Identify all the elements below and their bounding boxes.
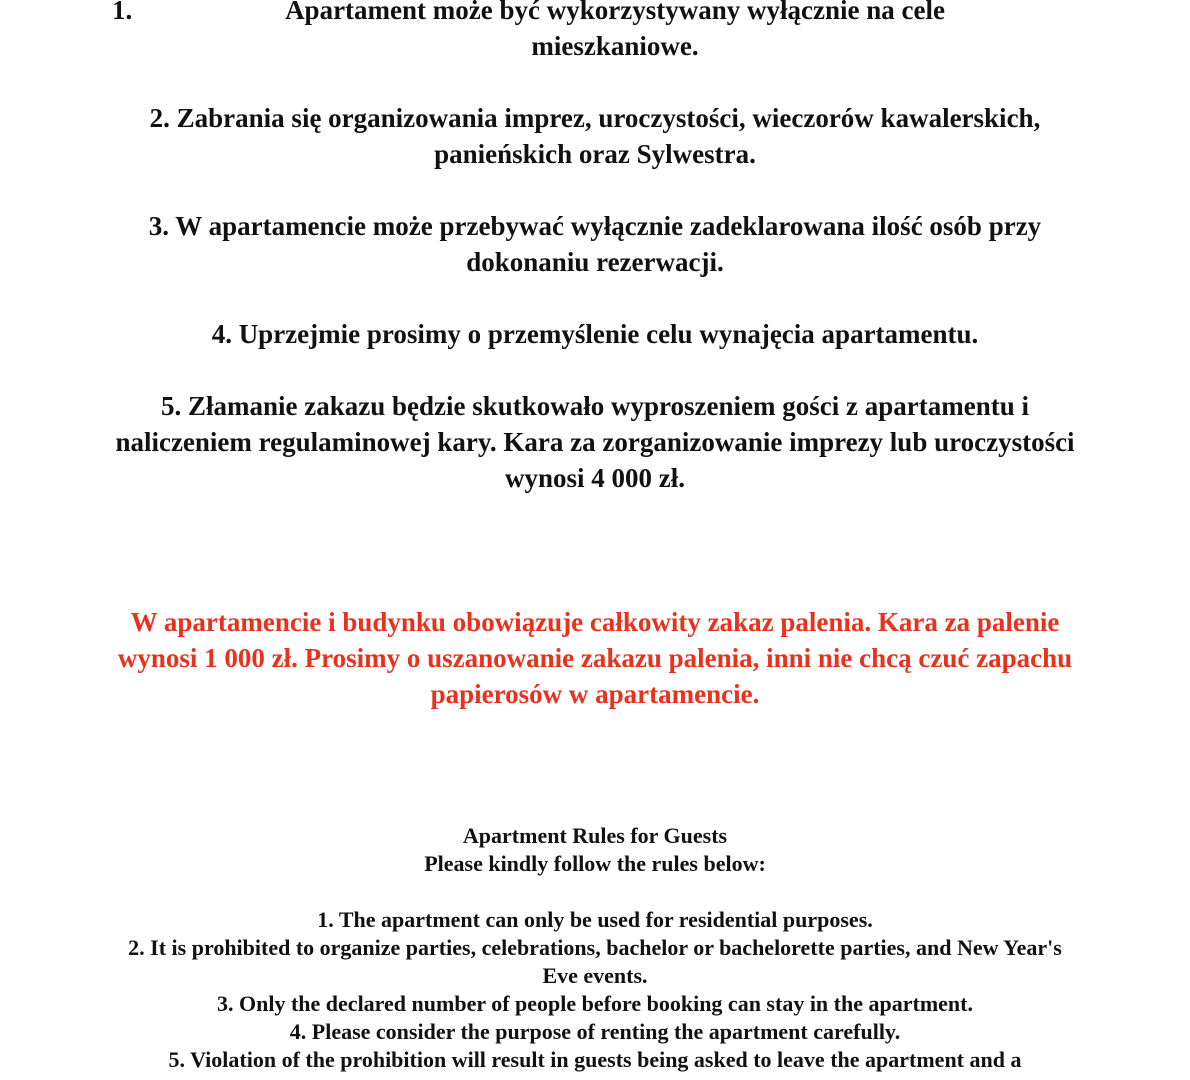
english-rule-2	[0, 934, 1190, 990]
smoking-notice-text: W apartamencie i budynku obowiązuje całkowity zakaz palenia. Kara za palenie wynosi 1 000 zł. Prosimy o uszanowanie zakazu palenia, inni nie chcą czuć zapachu papierosów w apartamencie.	[117, 607, 1073, 709]
english-rule-2-text: 2. It is prohibited to organize parties, celebrations, bachelor or bachelorette parties, and New Year's Eve events.	[128, 935, 1062, 988]
english-rule-3: 3. Only the declared number of people before booking can stay in the apartment.	[217, 991, 973, 1016]
english-rule-5: 5. Violation of the prohibition will result in guests being asked to leave the apartment and a	[168, 1047, 1022, 1072]
english-rule-1: 1. The apartment can only be used for residential purposes.	[317, 907, 873, 932]
polish-rule-3-text: 3. W apartamencie może przebywać wyłącznie zadeklarowana ilość osób przy dokonaniu rezerwacji.	[148, 211, 1042, 277]
smoking-notice	[0, 604, 1190, 712]
english-rules-title: Apartment Rules for Guests	[462, 823, 728, 848]
english-rules-subtitle: Please kindly follow the rules below:	[424, 851, 766, 876]
polish-rule-5	[0, 388, 1190, 496]
polish-rule-4	[0, 316, 1190, 352]
polish-rule-1-number: 1.	[112, 0, 133, 25]
polish-rule-3	[0, 208, 1190, 280]
polish-rule-2-text: 2. Zabrania się organizowania imprez, uroczystości, wieczorów kawalerskich, panieńskich oraz Sylwestra.	[149, 103, 1041, 169]
polish-rule-1	[0, 0, 1190, 64]
polish-rule-5-text: 5. Złamanie zakazu będzie skutkowało wyproszeniem gości z apartamentu i naliczeniem regulaminowej kary. Kara za zorganizowanie imprezy lub uroczystości wynosi 4 000 zł.	[115, 391, 1075, 493]
polish-rule-4-text: 4. Uprzejmie prosimy o przemyślenie celu wynajęcia apartamentu.	[211, 319, 979, 349]
polish-rule-2	[0, 100, 1190, 172]
english-rule-4: 4. Please consider the purpose of renting the apartment carefully.	[289, 1019, 901, 1044]
polish-rule-1-text: Apartament może być wykorzystywany wyłącznie na cele mieszkaniowe.	[285, 0, 945, 61]
